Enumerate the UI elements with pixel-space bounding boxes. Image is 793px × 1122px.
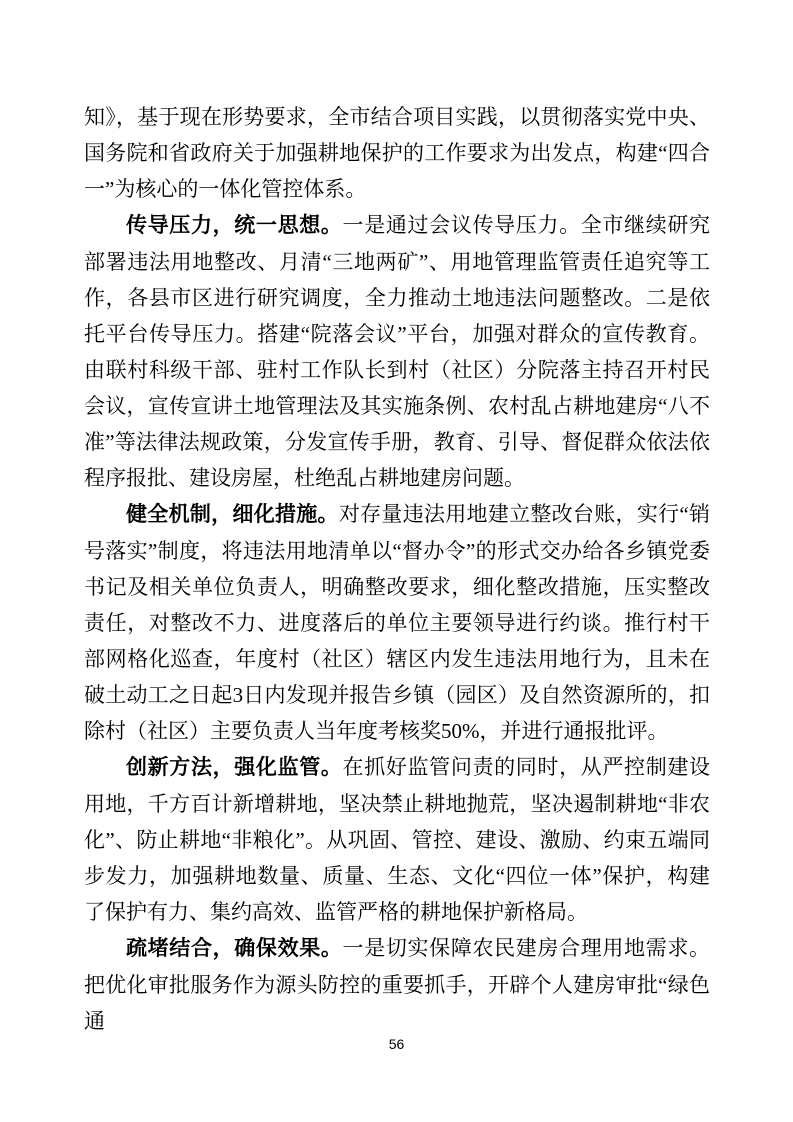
paragraph: [84, 496, 710, 749]
paragraph: [84, 207, 710, 496]
page-number: 56: [388, 1036, 405, 1052]
paragraph: [84, 99, 710, 207]
paragraph-lead-bold: 创新方法，强化监管。: [126, 756, 343, 779]
paragraph: [84, 749, 710, 930]
document-body: [84, 99, 710, 1039]
paragraph-text: 对存量违法用地建立整改台账，实行“销号落实”制度，将违法用地清单以“督办令”的形式交办给各乡镇党委书记及相关单位负责人，明确整改要求，细化整改措施，压实整改责任，对整改不力、进度落后的单位主要领导进行约谈。推行村干部网格化巡查，年度村（社区）辖区内发生违法用地行为，且未在破土动工之日起3日内发现并报告乡镇（园区）及自然资源所的，扣除村（社区）主要负责人当年度考核奖50%，并进行通报批评。: [84, 502, 710, 743]
paragraph-text: 一是切实保障农民建房合理用地需求。把优化审批服务作为源头防控的重要抓手，开辟个人建房审批“绿色通: [84, 936, 711, 1033]
paragraph-text: 在抓好监管问责的同时，从严控制建设用地，千方百计新增耕地，坚决禁止耕地抛荒，坚决遏制耕地“非农化”、防止耕地“非粮化”。从巩固、管控、建设、激励、约束五端同步发力，加强耕地数量、质量、生态、文化“四位一体”保护，构建了保护有力、集约高效、监管严格的耕地保护新格局。: [84, 755, 711, 924]
paragraph-lead-bold: 健全机制，细化措施。: [126, 503, 339, 526]
paragraph-text: 知》，基于现在形势要求，全市结合项目实践，以贯彻落实党中央、国务院和省政府关于加强耕地保护的工作要求为出发点，构建“四合一”为核心的一体化管控体系。: [84, 105, 710, 201]
paragraph: [84, 930, 710, 1039]
paragraph-lead-bold: 疏堵结合，确保效果。: [126, 937, 343, 960]
paragraph-lead-bold: 传导压力，统一思想。: [126, 214, 343, 237]
paragraph-text: 一是通过会议传导压力。全市继续研究部署违法用地整改、月清“三地两矿”、用地管理监管责任追究等工作，各县市区进行研究调度，全力推动土地违法问题整改。二是依托平台传导压力。搭建“院落会议”平台，加强对群众的宣传教育。由联村科级干部、驻村工作队长到村（社区）分院落主持召开村民会议，宣传宣讲土地管理法及其实施条例、农村乱占耕地建房“八不准”等法律法规政策，分发宣传手册，教育、引导、督促群众依法依程序报批、建设房屋，杜绝乱占耕地建房问题。: [84, 213, 711, 490]
